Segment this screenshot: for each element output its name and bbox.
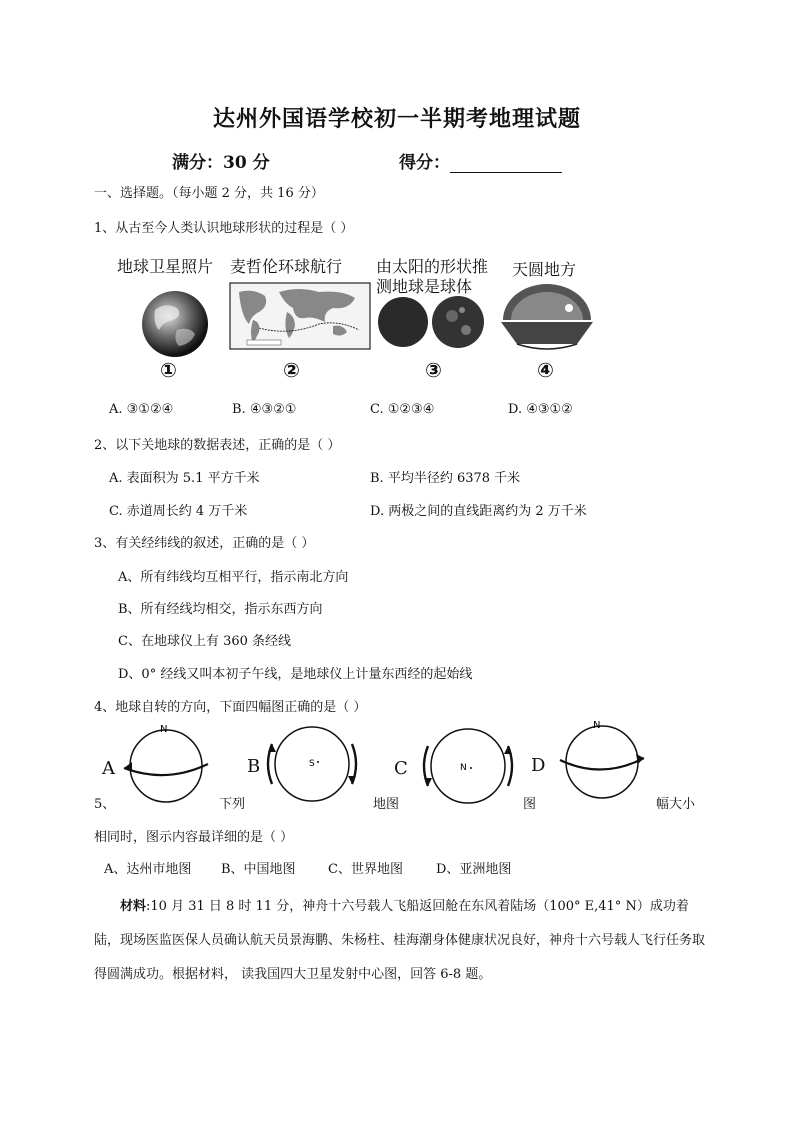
q1-stem: 1、从古至今人类认识地球形状的过程是（ ） (94, 221, 354, 236)
material-paragraph (94, 890, 706, 992)
q1-caption-3a: 由太阳的形状推 (376, 257, 489, 276)
q1-option-b: B. ④③②① (232, 402, 297, 417)
q3-option-c: C、在地球仪上有 360 条经线 (118, 634, 292, 649)
rotation-figure-b (262, 722, 362, 808)
material-text: :10 月 31 日 8 时 11 分，神舟十六号载人飞船返回舱在东风着陆场（100° E,41° N）成功着陆，现场医监医保人员确认航天员景海鹏、朱杨柱、桂海潮身体健康状况良好，神舟十六号载人飞行任务取得圆满成功。根据材料， 读我国四大卫星发射中心图，回答 6-8 题。 (94, 899, 706, 982)
score-blank (450, 154, 562, 173)
q3-option-d: D、0° 经线又叫本初子午线，是地球仪上计量东西经的起始线 (118, 667, 473, 682)
q2-option-d: D. 两极之间的直线距离约为 2 万千米 (370, 504, 587, 519)
q2-stem: 2、以下关地球的数据表述，正确的是（ ） (94, 438, 341, 453)
q4-letter-c: C (394, 758, 408, 779)
q4-letter-b: B (247, 756, 261, 777)
rotation-figure-c (418, 722, 518, 808)
q1-num-2: ② (283, 358, 300, 382)
q3-option-b: B、所有经线均相交，指示东西方向 (118, 602, 323, 617)
q4-stem: 4、地球自转的方向，下面四幅图正确的是（ ） (94, 700, 367, 715)
q1-caption-2: 麦哲伦环球航行 (230, 257, 343, 276)
q2-option-c: C. 赤道周长约 4 万千米 (109, 504, 248, 519)
q2-option-b: B. 平均半径约 6378 千米 (370, 471, 521, 486)
q4-c-pole-label: N (460, 763, 467, 773)
page-title: 达州外国语学校初一半期考地理试题 (212, 106, 581, 132)
q5-text-2: 地图 (373, 797, 400, 812)
rotation-figure-a (118, 720, 214, 804)
q5-option-b: B、中国地图 (221, 862, 296, 877)
section-heading: 一、选择题。（每小题 2 分，共 16 分） (94, 186, 324, 201)
rotation-figure-d (556, 716, 652, 802)
q3-stem: 3、有关经纬线的叙述，正确的是（ ） (94, 536, 315, 551)
q4-letter-d: D (531, 755, 546, 776)
q2-option-a: A. 表面积为 5.1 平方千米 (109, 471, 260, 486)
q4-d-pole-label: N (593, 720, 601, 731)
q1-caption-4: 天圆地方 (512, 260, 577, 279)
q5-line2: 相同时，图示内容最详细的是（ ） (94, 830, 294, 845)
sun-moon-image (376, 294, 488, 350)
q4-letter-a: A (102, 758, 115, 779)
q5-option-a: A、达州市地图 (104, 862, 192, 877)
q5-text-1: 下列 (219, 797, 246, 812)
q1-option-c: C. ①②③④ (370, 402, 435, 417)
material-label: 材料 (120, 899, 147, 914)
q4-a-pole-label: N (160, 724, 168, 735)
round-sky-image (497, 280, 597, 356)
q5-number: 5、 (94, 797, 116, 812)
q1-caption-1: 地球卫星照片 (117, 257, 214, 276)
q1-option-a: A. ③①②④ (109, 402, 174, 417)
q5-option-d: D、亚洲地图 (436, 862, 512, 877)
q1-num-4: ④ (537, 358, 554, 382)
q5-option-c: C、世界地图 (328, 862, 403, 877)
q1-num-3: ③ (425, 358, 442, 382)
full-score: 满分：30 分 (172, 153, 270, 173)
magellan-map-image (229, 282, 371, 350)
q4-b-pole-label: S (309, 759, 315, 769)
q1-caption-3b: 测地球是球体 (376, 277, 473, 296)
q1-option-d: D. ④③①② (508, 402, 573, 417)
q5-text-4: 幅大小 (656, 797, 696, 812)
q5-text-3: 图 (523, 797, 537, 812)
score-field (399, 148, 562, 173)
q3-option-a: A、所有纬线均互相平行，指示南北方向 (118, 570, 349, 585)
earth-photo-image (137, 290, 213, 358)
q1-num-1: ① (160, 358, 177, 382)
score-label: 得分： (399, 153, 450, 173)
